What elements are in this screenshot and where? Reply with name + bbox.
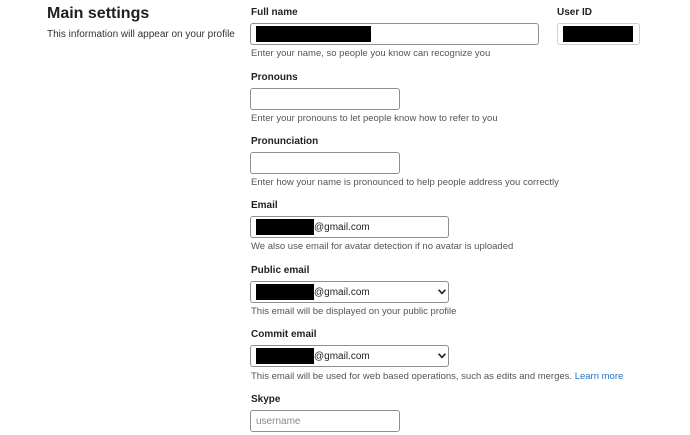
pronunciation-input[interactable]	[250, 152, 400, 174]
full-name-help: Enter your name, so people you know can recognize you	[251, 48, 491, 59]
redacted-email-user	[256, 219, 314, 235]
pronouns-label: Pronouns	[251, 72, 298, 83]
redacted-user-id	[563, 26, 633, 42]
commit-email-domain: @gmail.com	[314, 350, 370, 362]
redacted-public-email-user	[256, 284, 314, 300]
email-label: Email	[251, 200, 278, 211]
redacted-full-name	[256, 26, 371, 42]
section-description: This information will appear on your profile	[47, 29, 235, 40]
user-id-label: User ID	[557, 7, 593, 18]
user-id-field	[557, 23, 640, 45]
section-title: Main settings	[47, 5, 150, 22]
pronouns-help: Enter your pronouns to let people know how to refer to you	[251, 113, 498, 124]
chevron-down-icon[interactable]	[436, 282, 448, 302]
email-help: We also use email for avatar detection if no avatar is uploaded	[251, 241, 514, 252]
full-name-input[interactable]	[250, 23, 539, 45]
commit-email-help-text: This email will be used for web based operations, such as edits and merges.	[251, 371, 573, 382]
skype-label: Skype	[251, 394, 281, 405]
pronunciation-help: Enter how your name is pronounced to help people address you correctly	[251, 177, 559, 188]
full-name-label: Full name	[251, 7, 298, 18]
chevron-down-icon[interactable]	[436, 346, 448, 366]
learn-more-link[interactable]: Learn more	[574, 371, 624, 382]
public-email-label: Public email	[251, 265, 310, 276]
commit-email-select[interactable]	[250, 345, 449, 367]
pronunciation-label: Pronunciation	[251, 136, 319, 147]
public-email-select[interactable]	[250, 281, 449, 303]
public-email-domain: @gmail.com	[314, 286, 370, 298]
email-input[interactable]	[250, 216, 449, 238]
redacted-commit-email-user	[256, 348, 314, 364]
commit-email-help	[251, 371, 623, 382]
commit-email-label: Commit email	[251, 329, 317, 340]
pronouns-input[interactable]	[250, 88, 400, 110]
skype-placeholder: username	[256, 415, 301, 427]
email-domain: @gmail.com	[314, 221, 370, 233]
public-email-help: This email will be displayed on your public profile	[251, 306, 457, 317]
skype-input[interactable]	[250, 410, 400, 432]
